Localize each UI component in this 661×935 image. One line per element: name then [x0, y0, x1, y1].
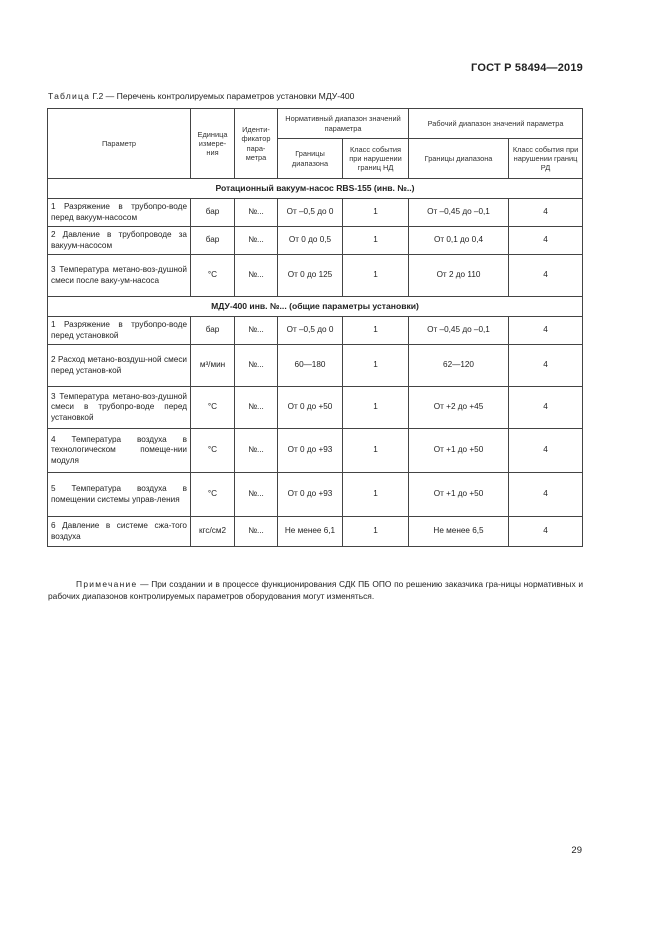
cell-norm-class: 1 [343, 345, 409, 387]
table-row [48, 429, 583, 473]
header-working-range: Рабочий диапазон значений параметра [409, 109, 583, 139]
cell-norm-class: 1 [343, 199, 409, 227]
cell-work-limits: От –0,45 до –0,1 [409, 199, 509, 227]
cell-norm-limits: Не менее 6,1 [278, 517, 343, 547]
cell-work-class: 4 [509, 517, 583, 547]
cell-work-limits: Не менее 6,5 [409, 517, 509, 547]
section-title: МДУ-400 инв. №... (общие параметры установки) [48, 297, 583, 317]
table-row [48, 255, 583, 297]
cell-parameter: 4 Температура воздуха в технологическом помеще-нии модуля [48, 429, 191, 473]
cell-identifier: №... [235, 387, 278, 429]
cell-identifier: №... [235, 429, 278, 473]
cell-norm-limits: От –0,5 до 0 [278, 199, 343, 227]
cell-parameter: 5 Температура воздуха в помещении системы управ-ления [48, 473, 191, 517]
section-title: Ротационный вакуум-насос RBS-155 (инв. №..) [48, 179, 583, 199]
table-row [48, 473, 583, 517]
cell-norm-limits: От –0,5 до 0 [278, 317, 343, 345]
cell-work-class: 4 [509, 387, 583, 429]
table-note [48, 578, 583, 602]
cell-work-class: 4 [509, 429, 583, 473]
caption-prefix: Таблица [48, 91, 91, 101]
table-row [48, 227, 583, 255]
cell-parameter: 1 Разряжение в трубопро-воде перед установкой [48, 317, 191, 345]
section-row [48, 297, 583, 317]
cell-work-limits: От +1 до +50 [409, 429, 509, 473]
cell-identifier: №... [235, 317, 278, 345]
caption-title: — Перечень контролируемых параметров установки МДУ-400 [103, 91, 355, 101]
cell-parameter: 3 Температура метано-воз-душной смеси в трубопро-воде перед установкой [48, 387, 191, 429]
cell-parameter: 1 Разряжение в трубопро-воде перед вакуум-насосом [48, 199, 191, 227]
cell-work-class: 4 [509, 345, 583, 387]
standard-designation: ГОСТ Р 58494—2019 [471, 62, 583, 74]
cell-work-class: 4 [509, 199, 583, 227]
table-row [48, 199, 583, 227]
table-caption [48, 91, 354, 101]
header-unit: Единица измере-ния [191, 109, 235, 179]
cell-work-limits: От –0,45 до –0,1 [409, 317, 509, 345]
cell-unit: °С [191, 255, 235, 297]
cell-work-limits: От +2 до +45 [409, 387, 509, 429]
cell-norm-limits: От 0 до +50 [278, 387, 343, 429]
cell-norm-class: 1 [343, 473, 409, 517]
cell-norm-class: 1 [343, 255, 409, 297]
header-identifier: Иденти-фикатор пара-метра [235, 109, 278, 179]
cell-norm-limits: 60—180 [278, 345, 343, 387]
parameters-table [47, 108, 583, 547]
cell-work-class: 4 [509, 227, 583, 255]
cell-unit: бар [191, 317, 235, 345]
table-row [48, 387, 583, 429]
cell-norm-limits: От 0 до 125 [278, 255, 343, 297]
table-row [48, 517, 583, 547]
cell-norm-limits: От 0 до +93 [278, 429, 343, 473]
cell-unit: °С [191, 387, 235, 429]
header-norm-limits: Границы диапазона [278, 139, 343, 179]
cell-unit: °С [191, 429, 235, 473]
header-work-class: Класс события при нарушении границ РД [509, 139, 583, 179]
cell-norm-class: 1 [343, 317, 409, 345]
cell-identifier: №... [235, 255, 278, 297]
cell-work-class: 4 [509, 255, 583, 297]
cell-unit: °С [191, 473, 235, 517]
cell-identifier: №... [235, 345, 278, 387]
cell-unit: кгс/см2 [191, 517, 235, 547]
cell-norm-class: 1 [343, 227, 409, 255]
header-work-limits: Границы диапазона [409, 139, 509, 179]
cell-norm-class: 1 [343, 429, 409, 473]
cell-parameter: 3 Температура метано-воз-душной смеси после ваку-ум-насоса [48, 255, 191, 297]
table-row [48, 345, 583, 387]
cell-work-limits: 62—120 [409, 345, 509, 387]
caption-number: Г.2 [92, 91, 104, 101]
cell-parameter: 2 Расход метано-воздуш-ной смеси перед установ-кой [48, 345, 191, 387]
cell-identifier: №... [235, 227, 278, 255]
header-parameter: Параметр [48, 109, 191, 179]
cell-unit: бар [191, 227, 235, 255]
cell-parameter: 2 Давление в трубопроводе за вакуум-насосом [48, 227, 191, 255]
cell-identifier: №... [235, 473, 278, 517]
cell-norm-limits: От 0 до 0,5 [278, 227, 343, 255]
cell-norm-class: 1 [343, 387, 409, 429]
cell-identifier: №... [235, 517, 278, 547]
cell-unit: бар [191, 199, 235, 227]
header-norm-class: Класс события при нарушении границ НД [343, 139, 409, 179]
cell-parameter: 6 Давление в системе сжа-того воздуха [48, 517, 191, 547]
cell-identifier: №... [235, 199, 278, 227]
note-text: — При создании и в процессе функционирования СДК ПБ ОПО по решению заказчика гра-ницы нормативных и рабочих диапазонов контролируемых параметров оборудования могут изменяться. [48, 579, 583, 602]
cell-norm-limits: От 0 до +93 [278, 473, 343, 517]
cell-work-limits: От 0,1 до 0,4 [409, 227, 509, 255]
cell-norm-class: 1 [343, 517, 409, 547]
cell-work-limits: От +1 до +50 [409, 473, 509, 517]
cell-work-class: 4 [509, 317, 583, 345]
note-label: Примечание [76, 579, 138, 589]
section-row [48, 179, 583, 199]
cell-unit: м³/мин [191, 345, 235, 387]
header-normative-range: Нормативный диапазон значений параметра [278, 109, 409, 139]
table-row [48, 317, 583, 345]
page-number: 29 [571, 845, 582, 856]
cell-work-class: 4 [509, 473, 583, 517]
cell-work-limits: От 2 до 110 [409, 255, 509, 297]
